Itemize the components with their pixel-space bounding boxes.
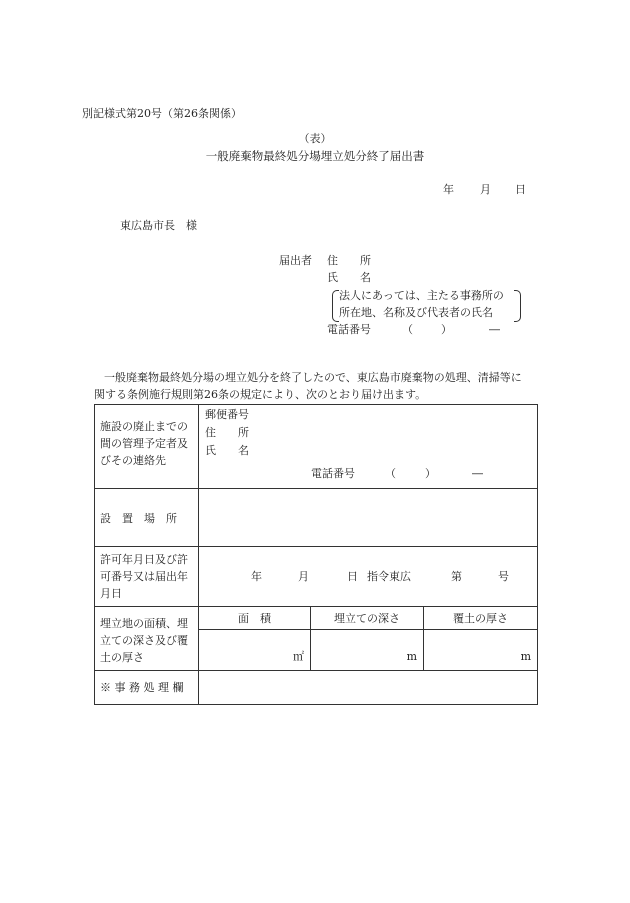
unit-cover: m [520, 650, 532, 663]
unit-depth: m [406, 650, 417, 663]
office-use-value-cell [199, 671, 538, 705]
permit-year: 年 [251, 570, 262, 583]
area-label-line3: 土の厚さ [100, 651, 144, 664]
manager-phone-paren-close: ） [425, 467, 436, 480]
applicant-address-label: 住 所 [327, 254, 371, 267]
permit-label-cell [95, 547, 199, 607]
manager-phone-label: 電話番号 [311, 467, 355, 480]
permit-value-cell[interactable] [199, 547, 538, 607]
depth-value-cell[interactable] [311, 630, 424, 671]
unit-area: ㎡ [293, 650, 304, 663]
manager-postal-label: 郵便番号 [205, 408, 249, 421]
applicant-phone-paren-close: ） [441, 323, 452, 336]
col-cover-header: 覆土の厚さ [424, 607, 538, 630]
manager-phone-dash: ― [472, 467, 483, 480]
area-header-row [95, 607, 538, 630]
location-label-cell [95, 489, 199, 547]
right-bracket [514, 290, 521, 322]
permit-label-line3: 月日 [100, 587, 122, 600]
permit-day: 日 [347, 570, 358, 583]
manager-value-cell[interactable] [199, 405, 538, 489]
permit-city: 指令東広 [367, 570, 411, 583]
applicant-label: 届出者 [279, 254, 312, 267]
body-text-line1: 一般廃棄物最終処分場の埋立処分を終了したので、東広島市廃棄物の処理、清掃等に [104, 371, 522, 384]
addressee: 東広島市長 様 [120, 219, 197, 232]
office-use-row [95, 671, 538, 705]
permit-label-line2: 可番号又は届出年 [100, 570, 188, 583]
col-depth-header: 埋立ての深さ [311, 607, 424, 630]
manager-label-line3: びその連絡先 [100, 454, 166, 467]
corp-note-line2: 所在地、名称及び代表者の氏名 [339, 306, 493, 319]
permit-label-line1: 許可年月日及び許 [100, 553, 188, 566]
side-label: （表） [298, 132, 332, 145]
left-bracket [332, 290, 339, 322]
area-label-line2: 立ての深さ及び覆 [100, 634, 188, 647]
applicant-phone-paren-open: （ [402, 323, 413, 336]
location-label: 設 置 場 所 [100, 512, 177, 525]
permit-number-suffix: 号 [498, 570, 509, 583]
applicant-phone-label: 電話番号 [327, 323, 371, 336]
location-value-cell[interactable] [199, 489, 538, 547]
body-text-line2: 関する条例施行規則第26条の規定により、次のとおり届け出ます。 [94, 388, 427, 401]
date-year: 年 [443, 183, 454, 196]
cover-value-cell[interactable] [424, 630, 538, 671]
manager-label-line2: 間の管理予定者及 [100, 437, 188, 450]
area-label-cell [95, 607, 199, 671]
applicant-phone-dash: ― [489, 323, 500, 336]
manager-address-label: 住 所 [205, 426, 249, 439]
area-label-line1: 埋立地の面積、埋 [100, 617, 188, 630]
manager-phone-paren-open: （ [385, 467, 396, 480]
corp-note-line1: 法人にあっては、主たる事務所の [339, 289, 504, 302]
notification-table [94, 404, 538, 705]
manager-name-label: 氏 名 [205, 444, 249, 457]
area-value-cell[interactable] [199, 630, 311, 671]
permit-row [95, 547, 538, 607]
col-area-header: 面 積 [199, 607, 311, 630]
applicant-name-label: 氏 名 [327, 271, 371, 284]
permit-month: 月 [298, 570, 309, 583]
manager-row [95, 405, 538, 489]
manager-label-cell [95, 405, 199, 489]
page-title: 一般廃棄物最終処分場埋立処分終了届出書 [205, 149, 425, 163]
office-use-label-cell [95, 671, 199, 705]
office-use-label: ※ 事 務 処 理 欄 [100, 681, 184, 694]
permit-number-prefix: 第 [451, 570, 462, 583]
date-month: 月 [480, 183, 491, 196]
manager-label-line1: 施設の廃止までの [100, 420, 188, 433]
form-number: 別記様式第20号（第26条関係） [82, 107, 242, 120]
date-day: 日 [515, 183, 526, 196]
location-row [95, 489, 538, 547]
